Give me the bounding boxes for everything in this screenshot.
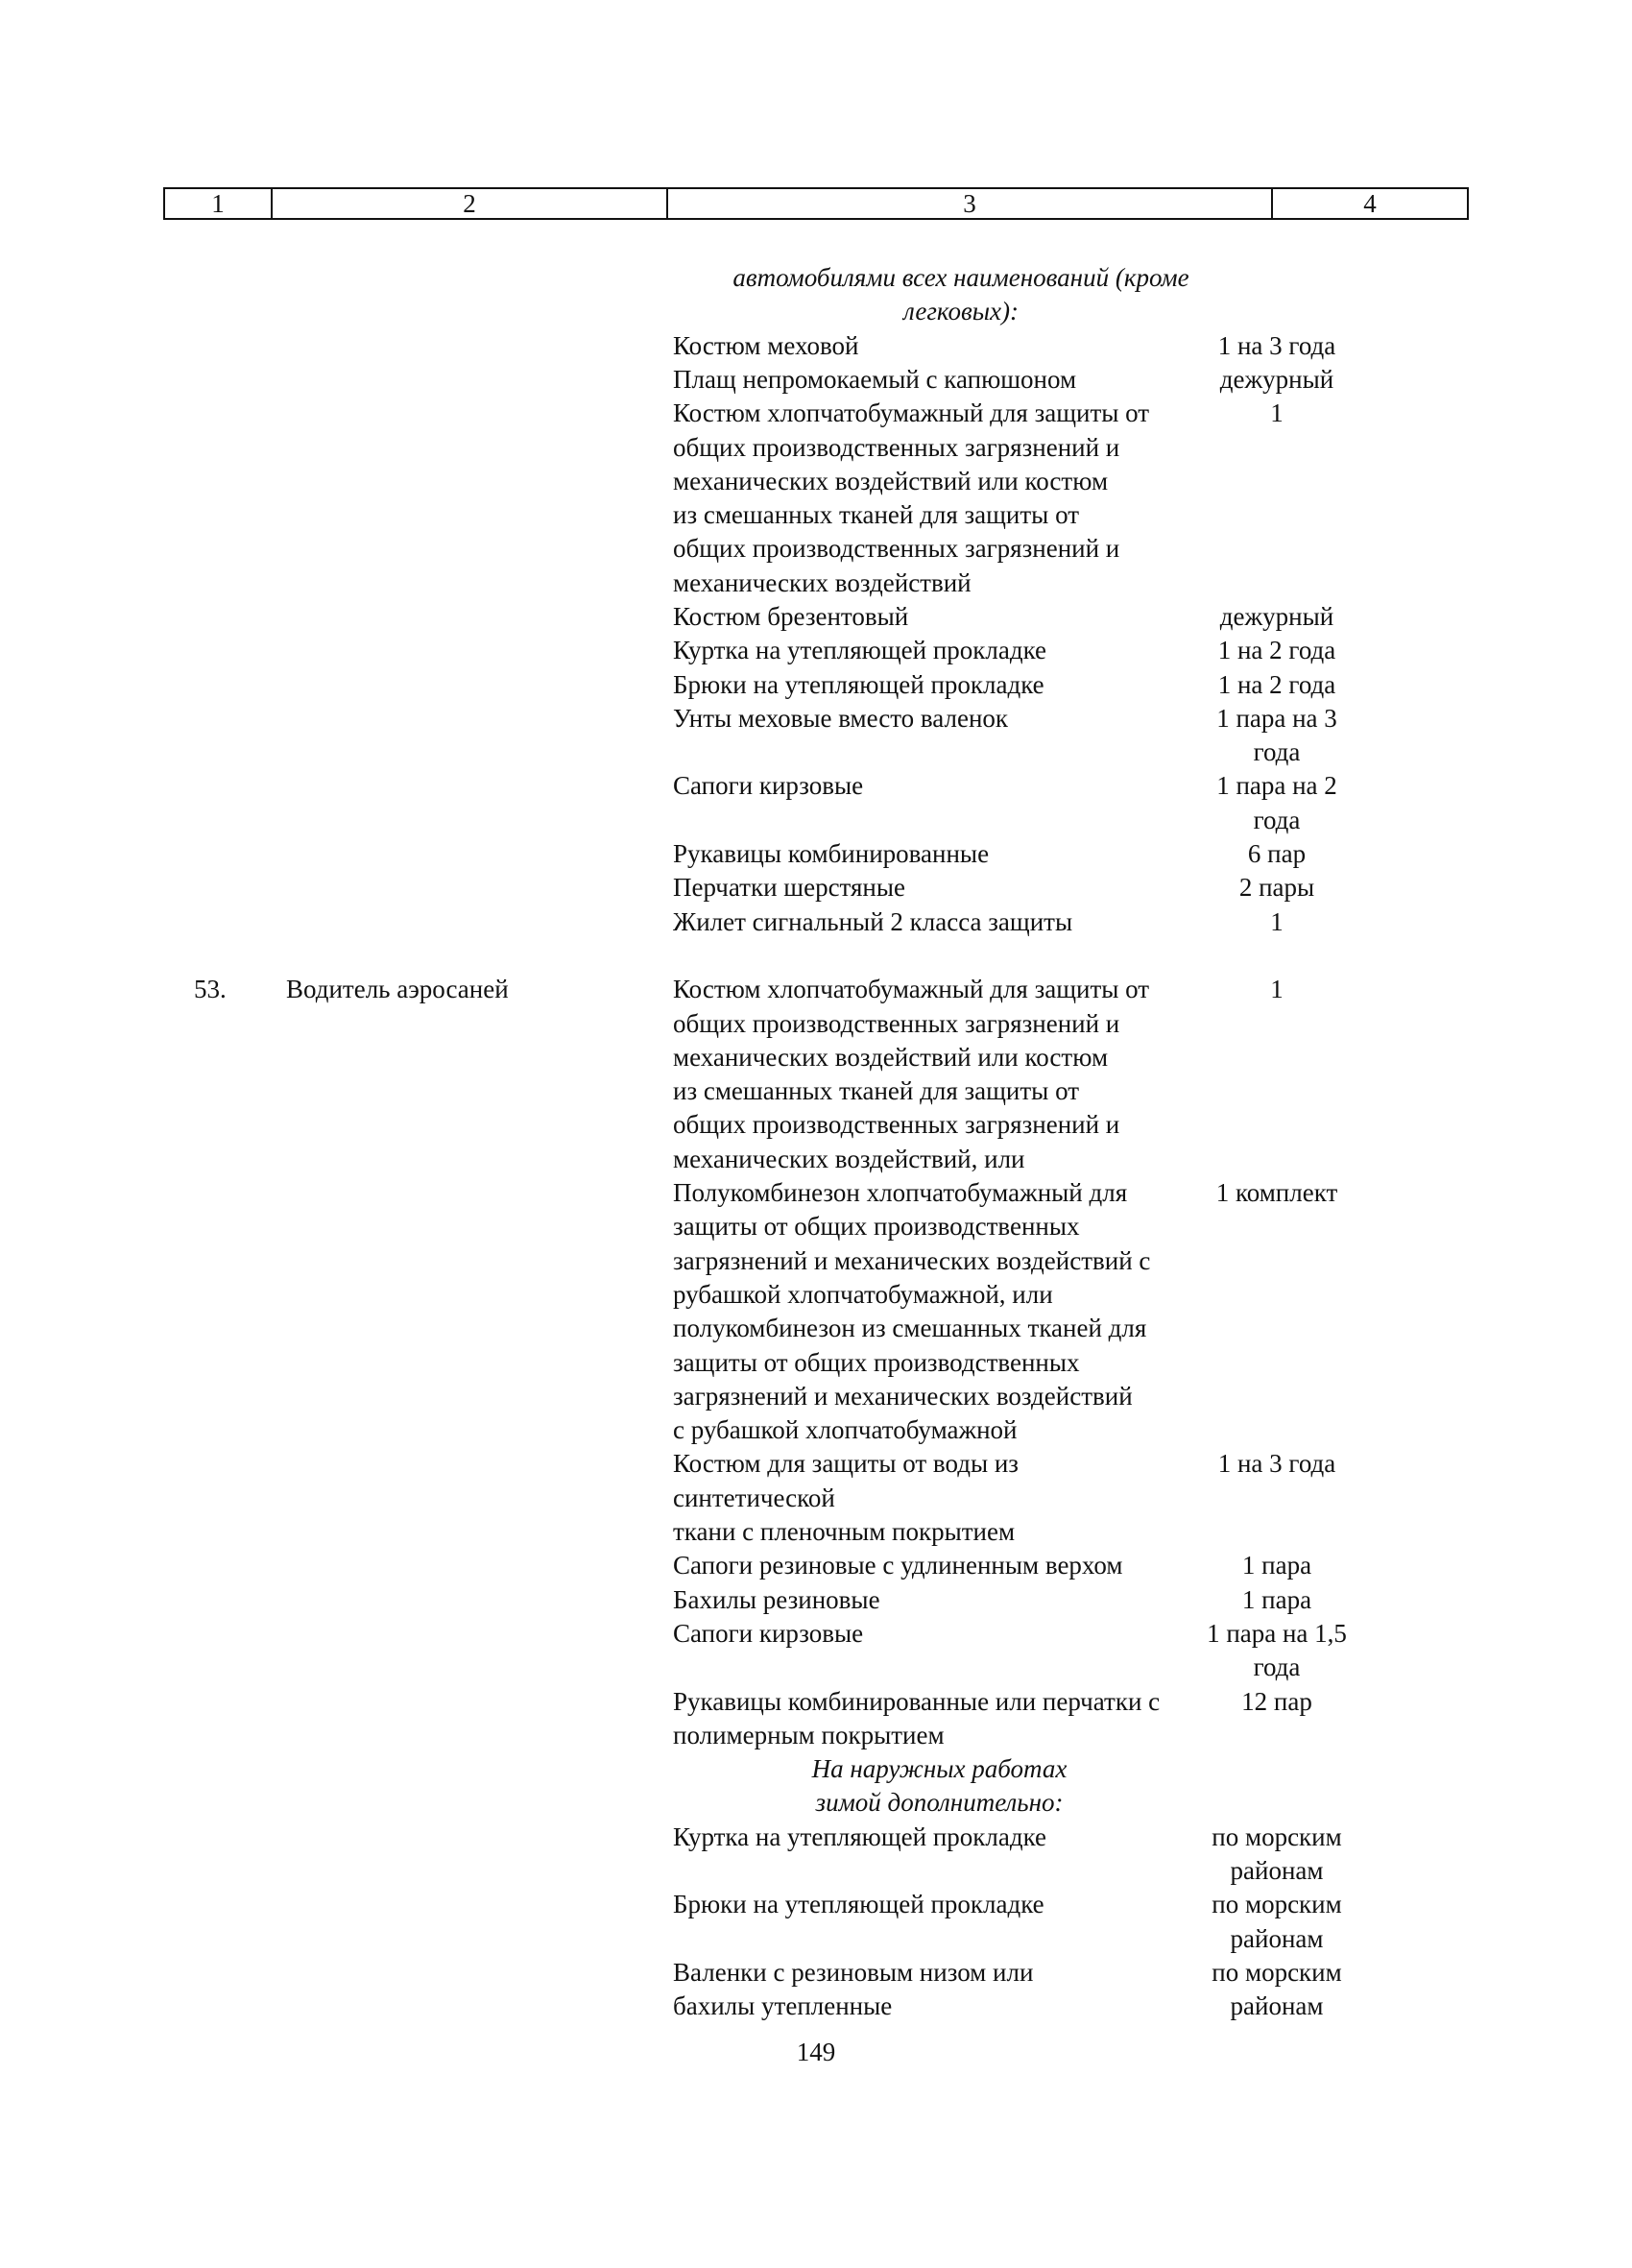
ppe-item-name: механических воздействий: [673, 568, 972, 597]
ppe-item-name: общих производственных загрязнений и: [673, 1009, 1120, 1038]
ppe-item-norm: 1 пара на 2: [1216, 771, 1337, 800]
ppe-item-name: полукомбинезон из смешанных тканей для: [673, 1314, 1147, 1342]
ppe-item-name: защиты от общих производственных: [673, 1348, 1080, 1377]
header-col-1: 1: [211, 189, 225, 218]
table-header-row: [163, 187, 1469, 220]
ppe-item-name: общих производственных загрязнений и: [673, 433, 1120, 462]
ppe-item-name: бахилы утепленные: [673, 1991, 893, 2020]
ppe-item-norm: 1 на 2 года: [1217, 636, 1336, 664]
ppe-item-norm: 1 пара на 1,5: [1207, 1619, 1347, 1648]
ppe-item-name: общих производственных загрязнений и: [673, 1110, 1120, 1139]
profession-name: Водитель аэросаней: [286, 975, 509, 1003]
ppe-item-norm: года: [1253, 1653, 1301, 1681]
ppe-item-name: Сапоги резиновые с удлиненным верхом: [673, 1551, 1123, 1580]
winter-subheading: зимой дополнительно:: [815, 1788, 1064, 1817]
ppe-item-norm: районам: [1230, 1924, 1324, 1953]
ppe-item-name: рубашкой хлопчатобумажной, или: [673, 1280, 1053, 1309]
ppe-item-name: Костюм хлопчатобумажный для защиты от: [673, 975, 1150, 1003]
section-subheading: легковых):: [902, 297, 1020, 326]
ppe-item-norm: 1: [1270, 975, 1284, 1003]
ppe-item-norm: 1 пара на 3: [1216, 704, 1337, 733]
ppe-item-name: Костюм брезентовый: [673, 602, 909, 631]
ppe-item-norm: 1 комплект: [1215, 1178, 1338, 1207]
ppe-item-norm: 1 пара: [1241, 1585, 1312, 1614]
ppe-item-name: Бахилы резиновые: [673, 1585, 880, 1614]
ppe-item-norm: 6 пар: [1247, 839, 1307, 868]
ppe-item-name: защиты от общих производственных: [673, 1212, 1080, 1241]
ppe-item-norm: 1 на 3 года: [1217, 1449, 1336, 1478]
ppe-item-norm: районам: [1230, 1991, 1324, 2020]
ppe-item-name: механических воздействий или костюм: [673, 467, 1109, 495]
ppe-item-norm: по морским: [1212, 1958, 1342, 1987]
ppe-item-name: Сапоги кирзовые: [673, 771, 864, 800]
ppe-item-norm: 1 на 2 года: [1217, 670, 1336, 699]
ppe-item-name: механических воздействий или костюм: [673, 1043, 1109, 1072]
ppe-item-norm: года: [1253, 737, 1301, 766]
ppe-item-name: Плащ непромокаемый с капюшоном: [673, 365, 1077, 394]
ppe-item-name: полимерным покрытием: [673, 1721, 945, 1749]
ppe-item-name: Костюм меховой: [673, 331, 859, 360]
ppe-item-name: Куртка на утепляющей прокладке: [673, 1822, 1047, 1851]
section-subheading: автомобилями всех наименований (кроме: [732, 263, 1189, 292]
header-col-4: 4: [1271, 189, 1467, 218]
entry-number: 53.: [194, 975, 227, 1003]
ppe-item-name: Брюки на утепляющей прокладке: [673, 670, 1044, 699]
ppe-item-name: Валенки с резиновым низом или: [673, 1958, 1034, 1987]
header-col-3: 3: [666, 189, 1271, 218]
ppe-item-name: Рукавицы комбинированные или перчатки с: [673, 1687, 1161, 1716]
ppe-item-norm: 1 на 3 года: [1217, 331, 1336, 360]
ppe-item-name: Куртка на утепляющей прокладке: [673, 636, 1047, 664]
ppe-item-name: Перчатки шерстяные: [673, 873, 905, 902]
ppe-item-name: Унты меховые вместо валенок: [673, 704, 1009, 733]
ppe-item-norm: районам: [1230, 1856, 1324, 1885]
ppe-item-name: механических воздействий, или: [673, 1145, 1025, 1173]
ppe-item-name: Жилет сигнальный 2 класса защиты: [673, 907, 1073, 936]
ppe-item-norm: 1: [1270, 398, 1284, 427]
ppe-item-norm: 1 пара: [1241, 1551, 1312, 1580]
ppe-item-name: из смешанных тканей для защиты от: [673, 500, 1080, 529]
ppe-item-name: общих производственных загрязнений и: [673, 534, 1120, 563]
ppe-item-name: синтетической: [673, 1484, 835, 1512]
ppe-item-norm: дежурный: [1219, 602, 1334, 631]
ppe-item-norm: дежурный: [1219, 365, 1334, 394]
ppe-item-name: Рукавицы комбинированные: [673, 839, 990, 868]
ppe-item-name: Брюки на утепляющей прокладке: [673, 1890, 1044, 1918]
ppe-item-name: загрязнений и механических воздействий с: [673, 1246, 1151, 1275]
ppe-item-norm: по морским: [1212, 1822, 1342, 1851]
ppe-item-name: ткани с пленочным покрытием: [673, 1517, 1016, 1546]
ppe-item-name: Костюм для защиты от воды из: [673, 1449, 1019, 1478]
ppe-item-norm: по морским: [1212, 1890, 1342, 1918]
header-col-2: 2: [271, 189, 666, 218]
ppe-item-norm: 2 пары: [1238, 873, 1315, 902]
ppe-item-name: из смешанных тканей для защиты от: [673, 1076, 1080, 1105]
ppe-item-norm: 12 пар: [1241, 1687, 1312, 1716]
winter-subheading: На наружных работах: [811, 1754, 1068, 1783]
ppe-item-norm: года: [1253, 806, 1301, 834]
ppe-item-name: Костюм хлопчатобумажный для защиты от: [673, 398, 1150, 427]
ppe-item-name: Полукомбинезон хлопчатобумажный для: [673, 1178, 1128, 1207]
ppe-item-norm: 1: [1270, 907, 1284, 936]
ppe-item-name: с рубашкой хлопчатобумажной: [673, 1415, 1018, 1444]
ppe-item-name: загрязнений и механических воздействий: [673, 1382, 1133, 1411]
ppe-item-name: Сапоги кирзовые: [673, 1619, 864, 1648]
page-number: 149: [796, 2038, 836, 2066]
